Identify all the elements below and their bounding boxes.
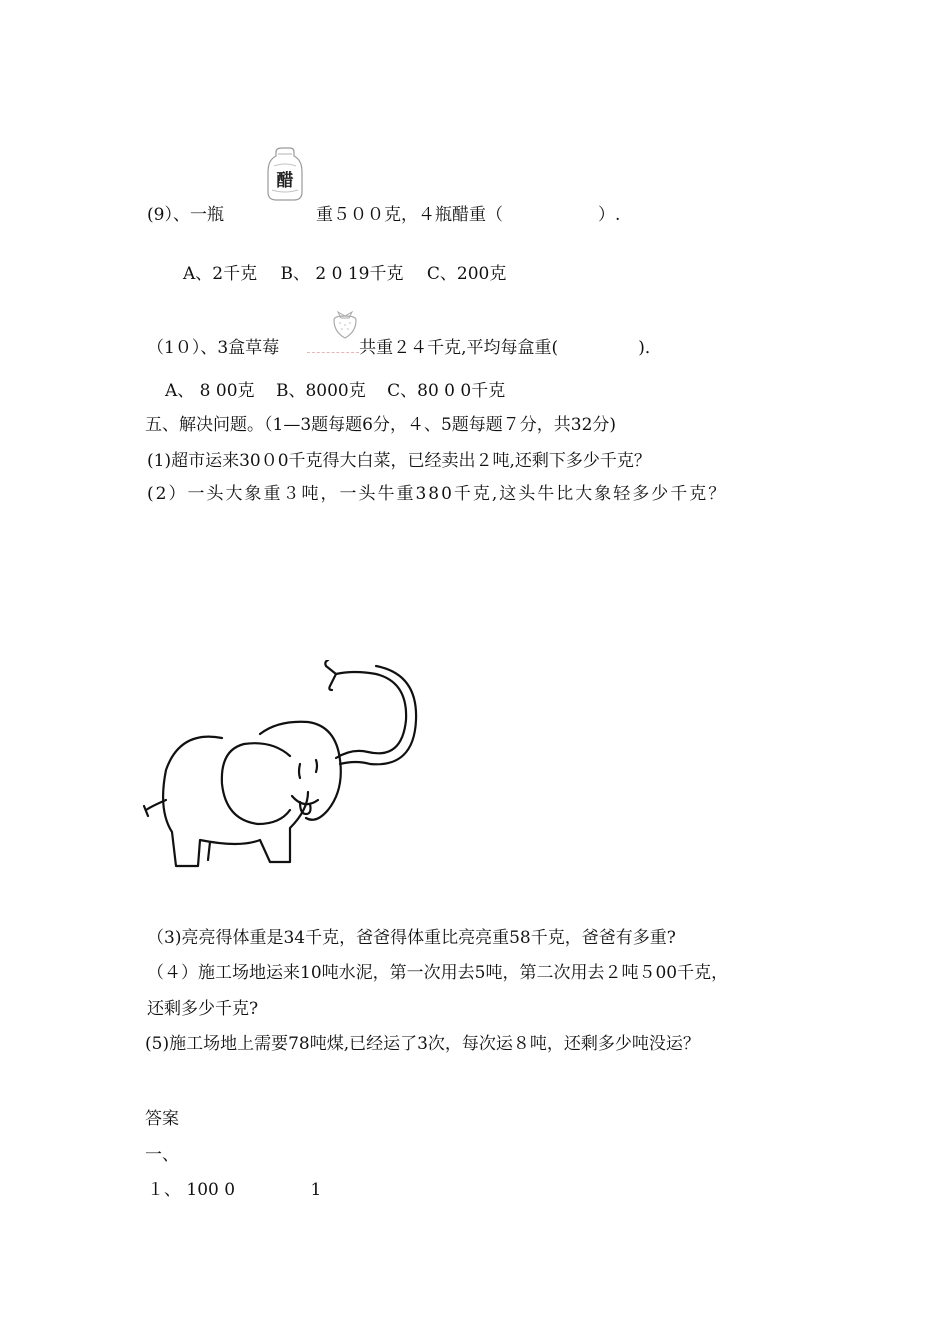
vinegar-bottle-icon [260,146,310,202]
answer-item-1-value-1: 100 0 [186,1180,236,1200]
option-c: C、200克 [426,264,507,284]
question-10-suffix: 共重２４千克,平均每盒重( [359,338,559,358]
option-a: A、 8 00克 [165,381,255,401]
answer-item-1-label: １、 [147,1180,181,1200]
question-10-end: )． [638,338,662,358]
elephant-illustration [140,660,420,875]
problem-4-continued: 还剩多少千克? [147,999,259,1019]
question-9-suffix: 重５００克，４瓶醋重（ [315,205,503,225]
answers-part-1: 一、 [145,1145,179,1165]
question-10-prefix: （1０）、3盒草莓 [147,338,280,358]
option-b: B、8000克 [275,381,366,401]
question-10-options [165,379,521,403]
question-9 [147,203,620,227]
vinegar-label: 醋 [276,171,294,191]
strawberry-icon [328,304,362,340]
problem-3: （3)亮亮得体重是34千克，爸爸得体重比亮亮重58千克，爸爸有多重? [147,928,676,948]
question-9-end: ）. [597,205,621,225]
question-9-prefix: (9）、一瓶 [147,205,224,225]
option-a: A、2千克 [183,264,258,284]
problem-1: (1)超市运来30０0千克得大白菜，已经卖出２吨,还剩下多少千克？ [147,451,651,471]
answer-item-1-value-2: 1 [310,1180,322,1200]
answer-item-1 [147,1178,321,1202]
problem-2: (2）一头大象重３吨，一头牛重380千克,这头牛比大象轻多少千克？ [147,484,728,504]
question-9-options [183,262,524,286]
section-5-title: 五、解决问题。（1—3题每题6分，４、5题每题７分，共32分) [145,415,617,435]
answers-title: 答案 [145,1109,179,1129]
question-10 [147,336,662,360]
problem-4: （４）施工场地运来10吨水泥，第一次用去5吨，第二次用去２吨５00千克， [147,963,729,983]
option-b: B、 2 0 19千克 [280,264,404,284]
option-c: C、80 0 0千克 [387,381,506,401]
problem-5: (5)施工场地上需要78吨煤,已经运了3次，每次运８吨，还剩多少吨没运？ [145,1034,700,1054]
